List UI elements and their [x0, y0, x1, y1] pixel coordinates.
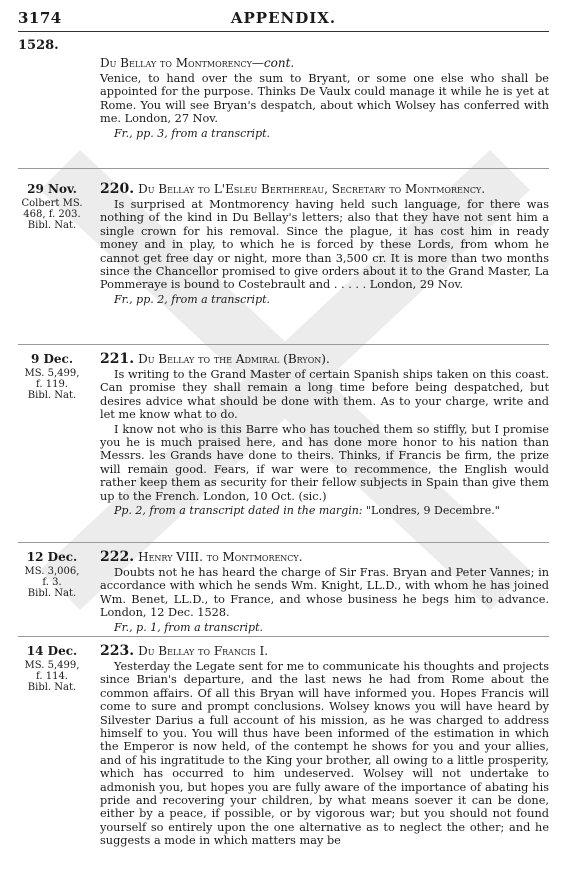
entry-paragraph: Is writing to the Grand Master of certain Spanish ships taken on this coast. Can promise they shall remain a long time before being despatched, but desires advice what should be done with them. As to your charge, write and let me know what to do.	[100, 368, 549, 422]
entry-heading-cont: —cont.	[251, 56, 295, 70]
entry-body	[100, 644, 549, 848]
entry-source-quote: "Londres, 9 Decembre."	[362, 504, 500, 518]
margin-ref-line: Bibl. Nat.	[27, 682, 77, 693]
margin-ref-line: Colbert MS.	[21, 198, 83, 209]
margin-ref-line: MS. 5,499,	[24, 660, 80, 671]
entry-source-label: Pp. 2, from a transcript dated in the margin:	[114, 504, 363, 518]
entry-number: 220.	[100, 181, 135, 197]
entry-number: 222.	[100, 549, 135, 565]
page-number: 3174	[18, 9, 62, 27]
margin-year: 1528.	[18, 38, 59, 53]
entry-margin	[18, 644, 86, 693]
entry-heading	[100, 550, 549, 565]
margin-ref-line: MS. 3,006,	[24, 566, 80, 577]
margin-ref-line: MS. 5,499,	[24, 368, 80, 379]
entry-number: 223.	[100, 643, 135, 659]
entry-body	[100, 550, 549, 634]
entry-heading	[100, 56, 549, 71]
entry-margin	[18, 40, 86, 51]
entry-body	[100, 352, 549, 517]
entry-heading-text: Du Bellay to L'Esleu Berthereau, Secretary to Montmorency.	[138, 182, 486, 196]
entry-divider	[18, 344, 549, 345]
entry-body	[100, 182, 549, 306]
entry-heading	[100, 352, 549, 367]
entry-divider	[18, 542, 549, 543]
header-rule	[18, 31, 549, 32]
entry-heading	[100, 644, 549, 659]
entry-heading	[100, 182, 549, 197]
margin-ref-line: f. 119.	[36, 379, 68, 390]
entry-number: 221.	[100, 351, 135, 367]
margin-ref-line: 468, f. 203.	[23, 209, 81, 220]
entry-221	[18, 352, 549, 517]
entry-source: Fr., pp. 2, from a transcript.	[114, 292, 271, 306]
entry-223	[18, 644, 549, 848]
margin-ref-line: f. 3.	[42, 577, 62, 588]
page-title: APPENDIX.	[230, 9, 337, 27]
page-header	[18, 5, 549, 31]
entry-heading-text: Henry VIII. to Montmorency.	[138, 550, 303, 564]
entry-heading-main: Du Bellay to Montmorency	[100, 56, 252, 70]
entry-margin	[18, 352, 86, 401]
entry-margin	[18, 550, 86, 599]
entry-margin	[18, 182, 86, 231]
margin-ref-line: Bibl. Nat.	[27, 220, 77, 231]
margin-date: 9 Dec.	[30, 352, 74, 366]
entry-heading-text: Du Bellay to Francis I.	[138, 644, 269, 658]
margin-date: 14 Dec.	[26, 644, 78, 658]
entry-source	[100, 504, 549, 517]
entry-220	[18, 182, 549, 306]
entry-continuation	[18, 40, 549, 140]
entry-paragraph: I know not who is this Barre who has touched them so stiffly, but I promise you he is much praised here, and has done more honor to his nation than Messrs. les Grands have done to theirs. Thinks, if Francis be firm, the prize will remain good. Fears, if war were to recommence, the English would rather keep them as security for their fellow subjects in Spain than give them up to the French. London, 10 Oct. (sic.)	[100, 422, 549, 503]
margin-ref-line: f. 114.	[36, 671, 68, 682]
margin-ref-line: Bibl. Nat.	[27, 390, 77, 401]
entry-body	[100, 40, 549, 140]
margin-date: 12 Dec.	[26, 550, 78, 564]
entry-paragraph: Venice, to hand over the sum to Bryant, or some one else who shall be appointed for the purpose. Thinks De Vaulx could manage it while he is yet at Rome. You will see Bryan's despatch, about which Wolsey has conferred with me. London, 27 Nov.	[100, 72, 549, 126]
entry-divider	[18, 636, 549, 637]
entry-heading-text: Du Bellay to the Admiral (Bryon).	[138, 352, 330, 366]
entry-paragraph: Doubts not he has heard the charge of Sir Fras. Bryan and Peter Vannes; in accordance with which he sends Wm. Knight, LL.D., with whom he has joined Wm. Benet, LL.D., to France, and whose business he begs him to advance. London, 12 Dec. 1528.	[100, 566, 549, 620]
entry-divider	[18, 168, 549, 169]
margin-date: 29 Nov.	[27, 182, 77, 196]
entry-source: Fr., p. 1, from a transcript.	[114, 620, 263, 634]
margin-ref-line: Bibl. Nat.	[27, 588, 77, 599]
entry-222	[18, 550, 549, 634]
entry-paragraph: Is surprised at Montmorency having held such language, for there was nothing of the kind in Du Bellay's letters; also that they have not sent him a single crown for his removal. Since the plague, it has cost him in ready money and in play, to which he is forced by these Lords, from whom he cannot get free day or night, more than 3,500 cr. It is more than two months since the Chancellor promised to give orders about it to the Grand Master, La Pommeraye is bound to Costebrault and . . . . . London, 29 Nov.	[100, 198, 549, 292]
entry-paragraph: Yesterday the Legate sent for me to communicate his thoughts and projects since Brian's departure, and the last news he had from Rome about the common affairs. Of all this Bryan will have informed you. Hopes Francis will come to sure and prompt conclusions. Wolsey knows you will have heard by Silvester Darius a full account of his mission, as he was charged to address himself to you. You will thus have been informed of the estimation in which the Emperor is now held, of the contempt he shows for you and your allies, and of his ingratitude to the King your brother, all owing to a little prosperity, which has occurred to him undeserved. Wolsey will not undertake to admonish you, but hopes you are fully aware of the importance of abating his pride and recovering your children, by what means soever it can be done, either by a peace, if possible, or by vigorous war; but you should not found yourself so entirely upon the one alternative as to neglect the other; and he suggests a mode in which matters may be	[100, 660, 549, 848]
entry-source: Fr., pp. 3, from a transcript.	[114, 126, 271, 140]
